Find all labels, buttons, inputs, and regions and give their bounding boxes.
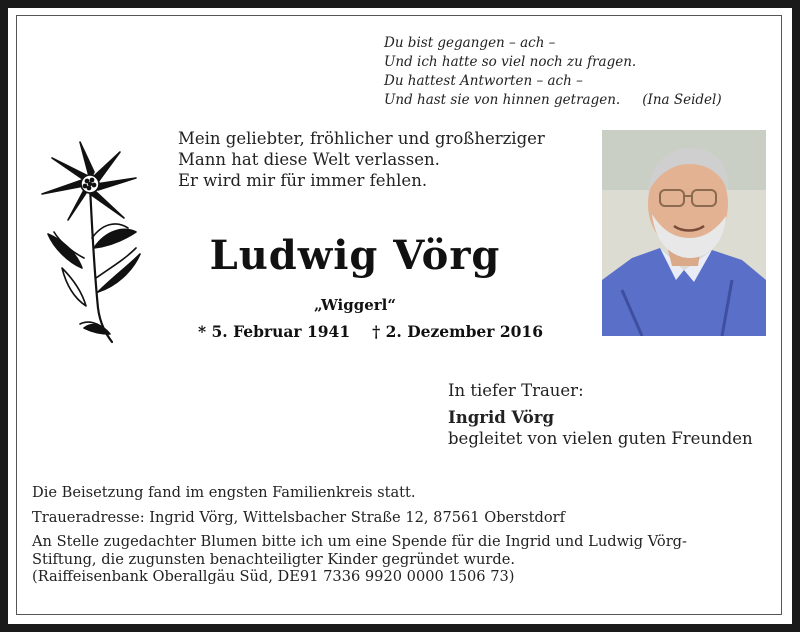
mourners-heading: In tiefer Trauer:	[448, 381, 584, 400]
donation-line: Stiftung, die zugunsten benachteiligter Kinder gegründet wurde.	[32, 550, 515, 568]
deceased-name: Ludwig Vörg	[209, 232, 501, 279]
death-date: † 2. Dezember 2016	[372, 322, 543, 341]
donation-note	[32, 533, 772, 586]
intro-line: Mein geliebter, fröhlicher und großherziger	[178, 129, 545, 148]
donation-line: (Raiffeisenbank Oberallgäu Süd, DE91 7336 9920 0000 1506 73)	[32, 568, 515, 585]
intro-line: Mann hat diese Welt verlassen.	[178, 150, 440, 169]
poem-line: Du bist gegangen – ach –	[384, 35, 556, 51]
donation-line: An Stelle zugedachter Blumen bitte ich um eine Spende für die Ingrid und Ludwig Vörg-	[32, 533, 687, 550]
mourner-name: Ingrid Vörg	[448, 408, 555, 427]
poem-author: (Ina Seidel)	[642, 92, 722, 108]
edelweiss-icon	[32, 128, 144, 344]
poem-line: Und ich hatte so viel noch zu fragen.	[384, 54, 637, 70]
mourning-address: Traueradresse: Ingrid Vörg, Wittelsbacher Straße 12, 87561 Oberstdorf	[32, 508, 566, 526]
footer-notes	[32, 484, 772, 593]
mourners-note: begleitet von vielen guten Freunden	[448, 429, 753, 448]
intro-line: Er wird mir für immer fehlen.	[178, 171, 428, 190]
birth-date: * 5. Februar 1941	[198, 322, 351, 341]
poem-line-last	[384, 91, 774, 110]
obituary-card	[8, 8, 792, 624]
life-dates	[198, 322, 543, 341]
intro-text	[178, 128, 545, 191]
poem-line: Und hast sie von hinnen getragen.	[384, 92, 621, 108]
deceased-nickname: „Wiggerl“	[313, 296, 396, 314]
portrait-photo	[602, 130, 766, 336]
burial-note: Die Beisetzung fand im engsten Familienkreis statt.	[32, 484, 416, 501]
poem-line: Du hattest Antworten – ach –	[384, 73, 583, 89]
mourners	[448, 380, 753, 449]
poem	[384, 34, 774, 110]
